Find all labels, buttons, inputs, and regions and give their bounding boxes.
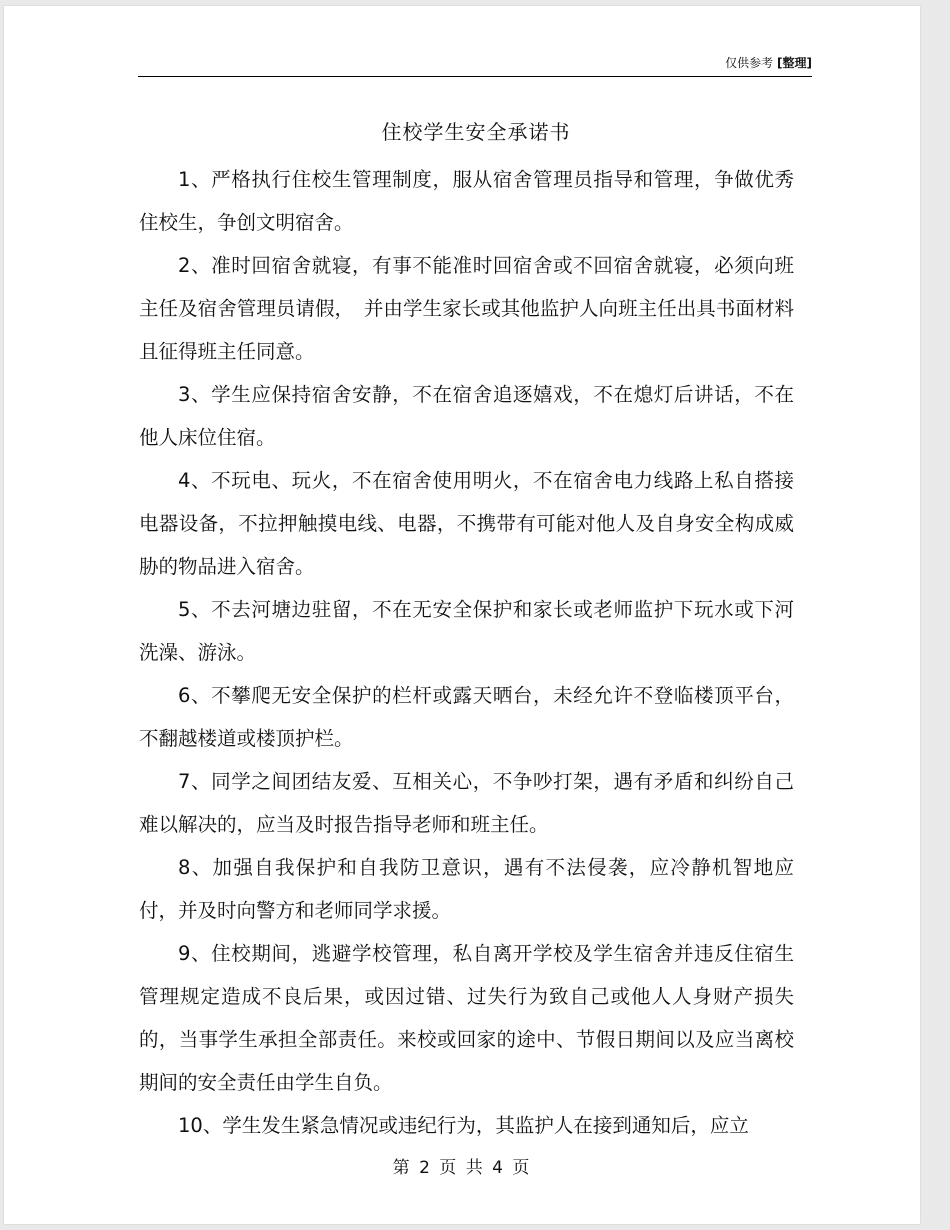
paragraph-6: 6、不攀爬无安全保护的栏杆或露天晒台，未经允许不登临楼顶平台，不翻越楼道或楼顶护栏。 bbox=[139, 684, 794, 750]
header-tag: [整理] bbox=[777, 56, 812, 70]
header-note: 仅供参考 bbox=[725, 56, 774, 70]
paragraph-8: 8、加强自我保护和自我防卫意识，遇有不法侵袭，应冷静机智地应付，并及时向警方和老师同学求援。 bbox=[139, 856, 794, 922]
paragraph-7: 7、同学之间团结友爱、互相关心，不争吵打架，遇有矛盾和纠纷自己难以解决的，应当及时报告指导老师和班主任。 bbox=[139, 770, 794, 836]
paragraph-9: 9、住校期间，逃避学校管理，私自离开学校及学生宿舍并违反住宿生管理规定造成不良后果，或因过错、过失行为致自己或他人人身财产损失的，当事学生承担全部责任。来校或回家的途中、节假日期间以及应当离校期间的安全责任由学生自负。 bbox=[139, 942, 794, 1094]
paragraph-1: 1、严格执行住校生管理制度，服从宿舍管理员指导和管理，争做优秀住校生，争创文明宿舍。 bbox=[139, 168, 794, 234]
document-page bbox=[4, 6, 920, 1224]
paragraph-3: 3、学生应保持宿舍安静，不在宿舍追逐嬉戏，不在熄灯后讲话，不在他人床位住宿。 bbox=[139, 383, 794, 449]
paragraph-5: 5、不去河塘边驻留，不在无安全保护和家长或老师监护下玩水或下河洗澡、游泳。 bbox=[139, 598, 794, 664]
page-number-footer: 第 2 页 共 4 页 bbox=[392, 1158, 532, 1178]
paragraph-10: 10、学生发生紧急情况或违纪行为，其监护人在接到通知后，应立 bbox=[178, 1114, 749, 1137]
paragraph-2: 2、准时回宿舍就寝，有事不能准时回宿舍或不回宿舍就寝，必须向班主任及宿舍管理员请假， 并由学生家长或其他监护人向班主任出具书面材料且征得班主任同意。 bbox=[139, 254, 794, 363]
paragraph-4: 4、不玩电、玩火，不在宿舍使用明火，不在宿舍电力线路上私自搭接电器设备，不拉押触摸电线、电器，不携带有可能对他人及自身安全构成威胁的物品进入宿舍。 bbox=[139, 469, 794, 578]
document-title: 住校学生安全承诺书 bbox=[381, 120, 571, 144]
page-header bbox=[138, 50, 812, 77]
document-body bbox=[139, 158, 794, 1147]
